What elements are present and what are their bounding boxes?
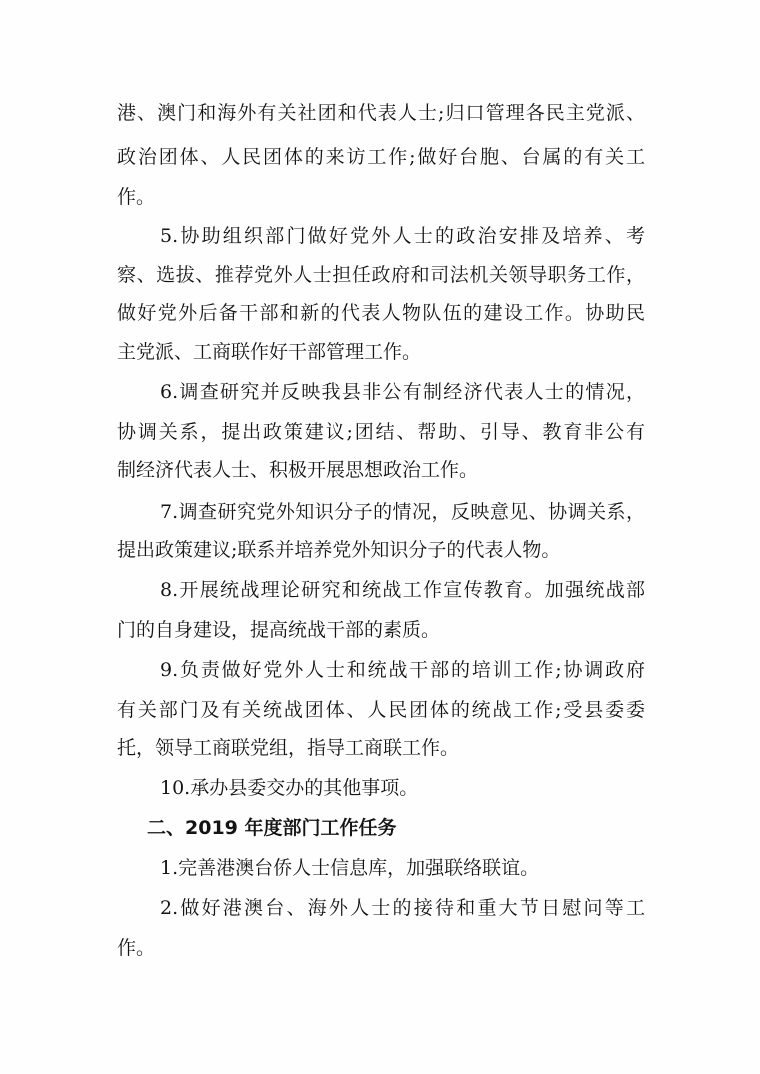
text-line: 6.调查研究并反映我县非公有制经济代表人士的情况， [160,381,645,403]
text-line: 2.做好港澳台、海外人士的接待和重大节日慰问等工 [160,897,645,919]
text-line: 1.完善港澳台侨人士信息库，加强联络联谊。 [160,857,540,879]
text-line: 5.协助组织部门做好党外人士的政治安排及培养、考 [160,225,645,247]
text-line: 主党派、工商联作好干部管理工作。 [117,341,422,363]
text-line: 做好党外后备干部和新的代表人物队伍的建设工作。协助民 [117,302,645,324]
text-line: 制经济代表人士、积极开展思想政治工作。 [117,459,479,481]
text-line: 政治团体、人民团体的来访工作;做好台胞、台属的有关工 [117,146,645,168]
text-line: 港、澳门和海外有关社团和代表人士;归口管理各民主党派、 [117,102,645,124]
text-line: 有关部门及有关统战团体、人民团体的统战工作;受县委委 [117,699,645,721]
text-line: 协调关系，提出政策建议;团结、帮助、引导、教育非公有 [117,421,645,443]
text-line: 10.承办县委交办的其他事项。 [160,777,419,799]
text-line: 托，领导工商联党组，指导工商联工作。 [117,737,460,759]
text-line: 察、选拔、推荐党外人士担任政府和司法机关领导职务工作， [117,264,645,286]
text-line: 9.负责做好党外人士和统战干部的培训工作;协调政府 [160,659,645,681]
text-line: 8.开展统战理论研究和统战工作宣传教育。加强统战部 [160,579,645,601]
text-line: 作。 [117,937,156,959]
section-heading: 二、2019 年度部门工作任务 [147,817,397,839]
text-line: 门的自身建设，提高统战干部的素质。 [117,619,441,641]
text-line: 7.调查研究党外知识分子的情况，反映意见、协调关系， [160,501,645,523]
text-line: 提出政策建议;联系并培养党外知识分子的代表人物。 [117,539,561,561]
text-line: 作。 [117,186,156,208]
